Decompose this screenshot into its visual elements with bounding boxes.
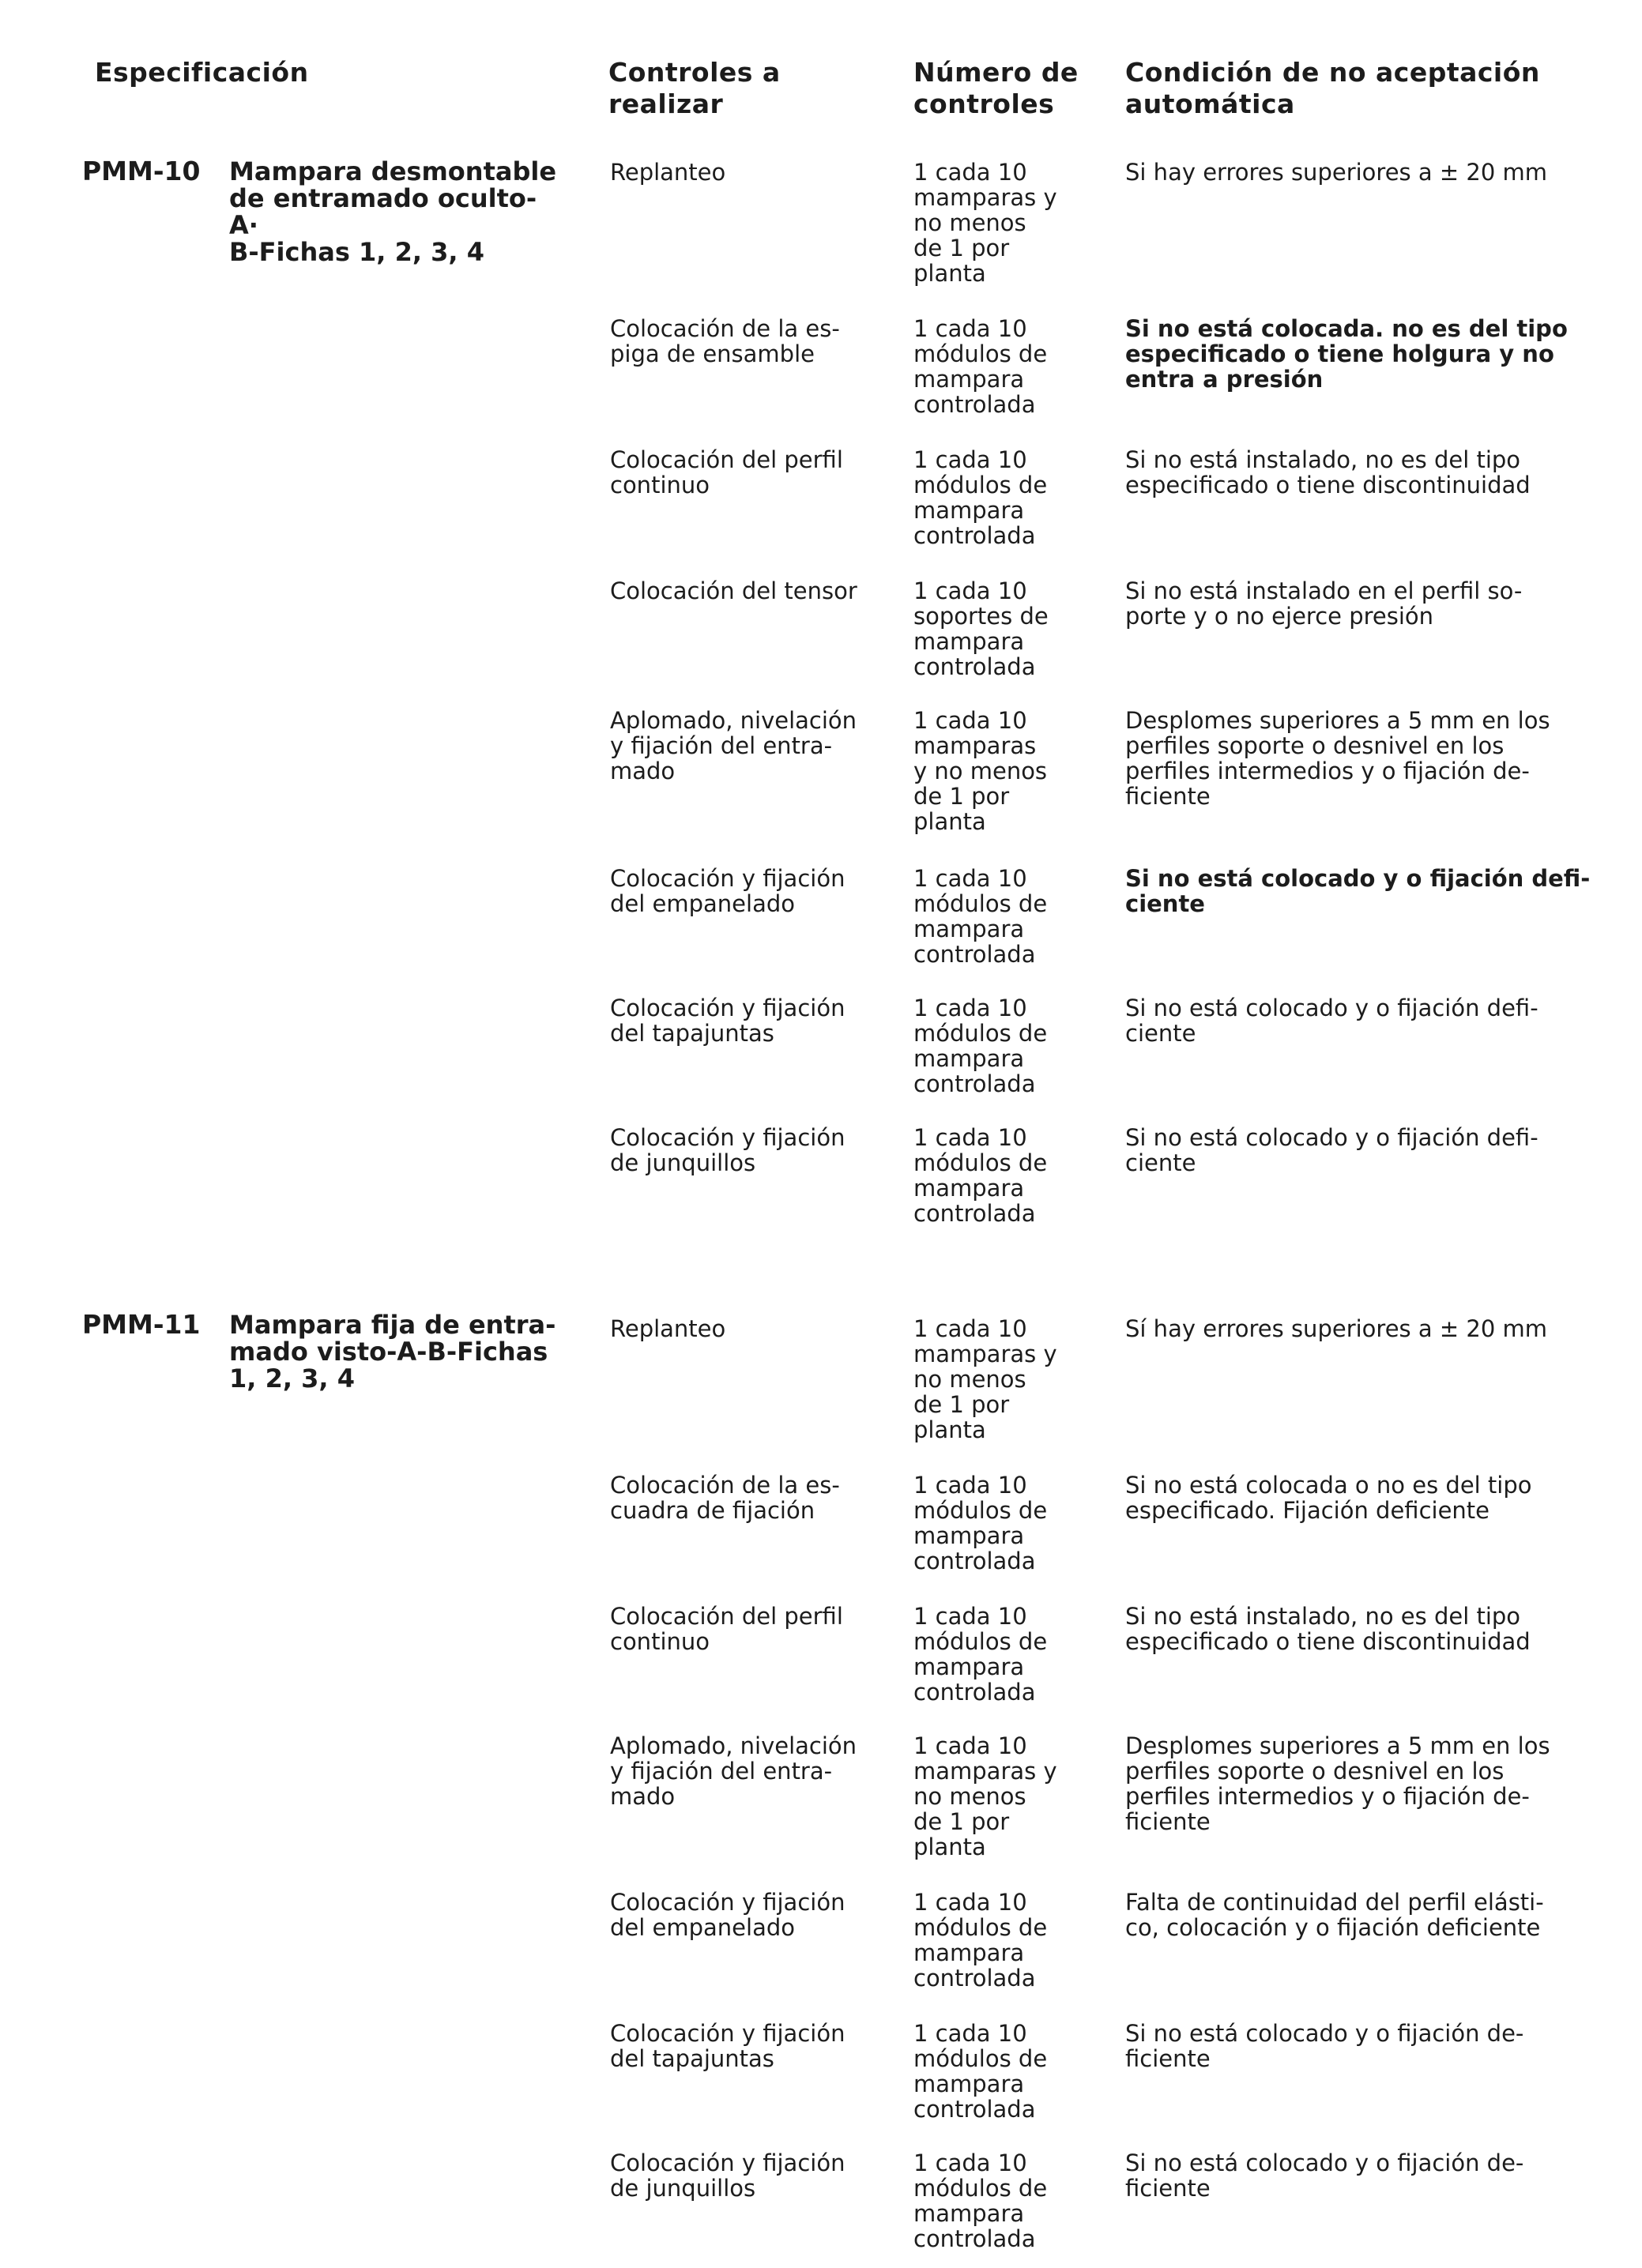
row-condition: Desplomes superiores a 5 mm en los perfiles soporte o desnivel en los perfiles intermedios y o fijación de- ficiente [1125,707,1550,810]
row-condition: Si no está colocada o no es del tipo especificado. Fijación deficiente [1125,1472,1532,1524]
row-condition: Si no está instalado en el perfil so- porte y o no ejerce presión [1125,577,1523,630]
row-condition: Si no está colocado y o fijación defi- ciente [1125,1124,1538,1176]
section-title-line: mado visto-A-B-Fichas [229,1337,548,1367]
row-number: 1 cada 10 soportes de mampara controlada [913,577,1049,680]
section-title-line: Mampara desmontable [229,156,557,186]
row-number: 1 cada 10 módulos de mampara controlada [913,2150,1048,2252]
header-number [913,57,1079,120]
row-control: Colocación y fijación del tapajuntas [610,995,845,1047]
row-condition: Si no está instalado, no es del tipo especificado o tiene discontinuidad [1125,1603,1531,1655]
row-number: 1 cada 10 módulos de mampara controlada [913,446,1048,549]
section-title-line: de entramado oculto-A· [229,183,537,240]
row-control: Replanteo [610,159,726,186]
row-number: 1 cada 10 módulos de mampara controlada [913,1472,1048,1574]
row-number: 1 cada 10 mamparas y no menos de 1 por planta [913,707,1048,835]
row-control: Colocación del perfil continuo [610,446,843,498]
section-title-line: B-Fichas 1, 2, 3, 4 [229,237,484,267]
header-number-line1: Número de [913,57,1079,88]
row-control: Colocación de la es- cuadra de fijación [610,1472,840,1524]
row-condition: Falta de continuidad del perfil elásti- co, colocación y o fijación deficiente [1125,1889,1544,1941]
row-condition: Si no está colocado y o fijación de- ficiente [1125,2020,1524,2072]
row-number: 1 cada 10 módulos de mampara controlada [913,865,1048,968]
header-condition-line1: Condición de no aceptación [1125,57,1540,88]
row-control: Colocación del perfil continuo [610,1603,843,1655]
header-number-line2: controles [913,88,1055,119]
row-number: 1 cada 10 módulos de mampara controlada [913,995,1048,1097]
row-condition: Desplomes superiores a 5 mm en los perfiles soporte o desnivel en los perfiles intermedios y o fijación de- ficiente [1125,1732,1550,1835]
row-control: Colocación y fijación del empanelado [610,1889,845,1941]
row-control: Replanteo [610,1315,726,1342]
row-control: Colocación y fijación de junquillos [610,2150,845,2202]
section-title-line: 1, 2, 3, 4 [229,1363,355,1394]
section-code: PMM-11 [82,1309,201,1340]
row-number: 1 cada 10 módulos de mampara controlada [913,1889,1048,1992]
section-title [229,158,561,265]
row-number: 1 cada 10 módulos de mampara controlada [913,1603,1048,1706]
row-control: Colocación y fijación de junquillos [610,1124,845,1176]
row-control: Colocación y fijación del tapajuntas [610,2020,845,2072]
row-control: Colocación y fijación del empanelado [610,865,845,917]
row-condition: Si no está colocada. no es del tipo especificado o tiene holgura y no entra a presión [1125,315,1568,393]
row-control: Colocación de la es- piga de ensamble [610,315,840,367]
header-spec [95,57,309,88]
row-condition: Si no está colocado y o fijación defi- ciente [1125,865,1591,917]
header-condition [1125,57,1540,120]
row-number: 1 cada 10 módulos de mampara controlada [913,2020,1048,2123]
row-number: 1 cada 10 mamparas y no menos de 1 por planta [913,159,1057,287]
row-control: Aplomado, nivelación y fijación del entra- mado [610,707,857,784]
row-condition: Si no está instalado, no es del tipo especificado o tiene discontinuidad [1125,446,1531,498]
row-condition: Si no está colocado y o fijación defi- ciente [1125,995,1538,1047]
section-title-line: Mampara fija de entra- [229,1310,556,1340]
section-title [229,1311,561,1392]
header-controls-line2: realizar [608,88,724,119]
row-number: 1 cada 10 mamparas y no menos de 1 por planta [913,1732,1057,1860]
header-controls [608,57,781,120]
section-code: PMM-10 [82,156,201,186]
row-control: Aplomado, nivelación y fijación del entra- mado [610,1732,857,1810]
row-condition: Si hay errores superiores a ± 20 mm [1125,159,1547,186]
row-number: 1 cada 10 mamparas y no menos de 1 por planta [913,1315,1057,1443]
header-controls-line1: Controles a [608,57,781,88]
header-condition-line2: automática [1125,88,1295,119]
row-number: 1 cada 10 módulos de mampara controlada [913,1124,1048,1227]
header-spec-label: Especificación [95,57,309,88]
row-condition: Sí hay errores superiores a ± 20 mm [1125,1315,1547,1342]
row-condition: Si no está colocado y o fijación de- ficiente [1125,2150,1524,2202]
row-control: Colocación del tensor [610,577,857,604]
row-number: 1 cada 10 módulos de mampara controlada [913,315,1048,418]
